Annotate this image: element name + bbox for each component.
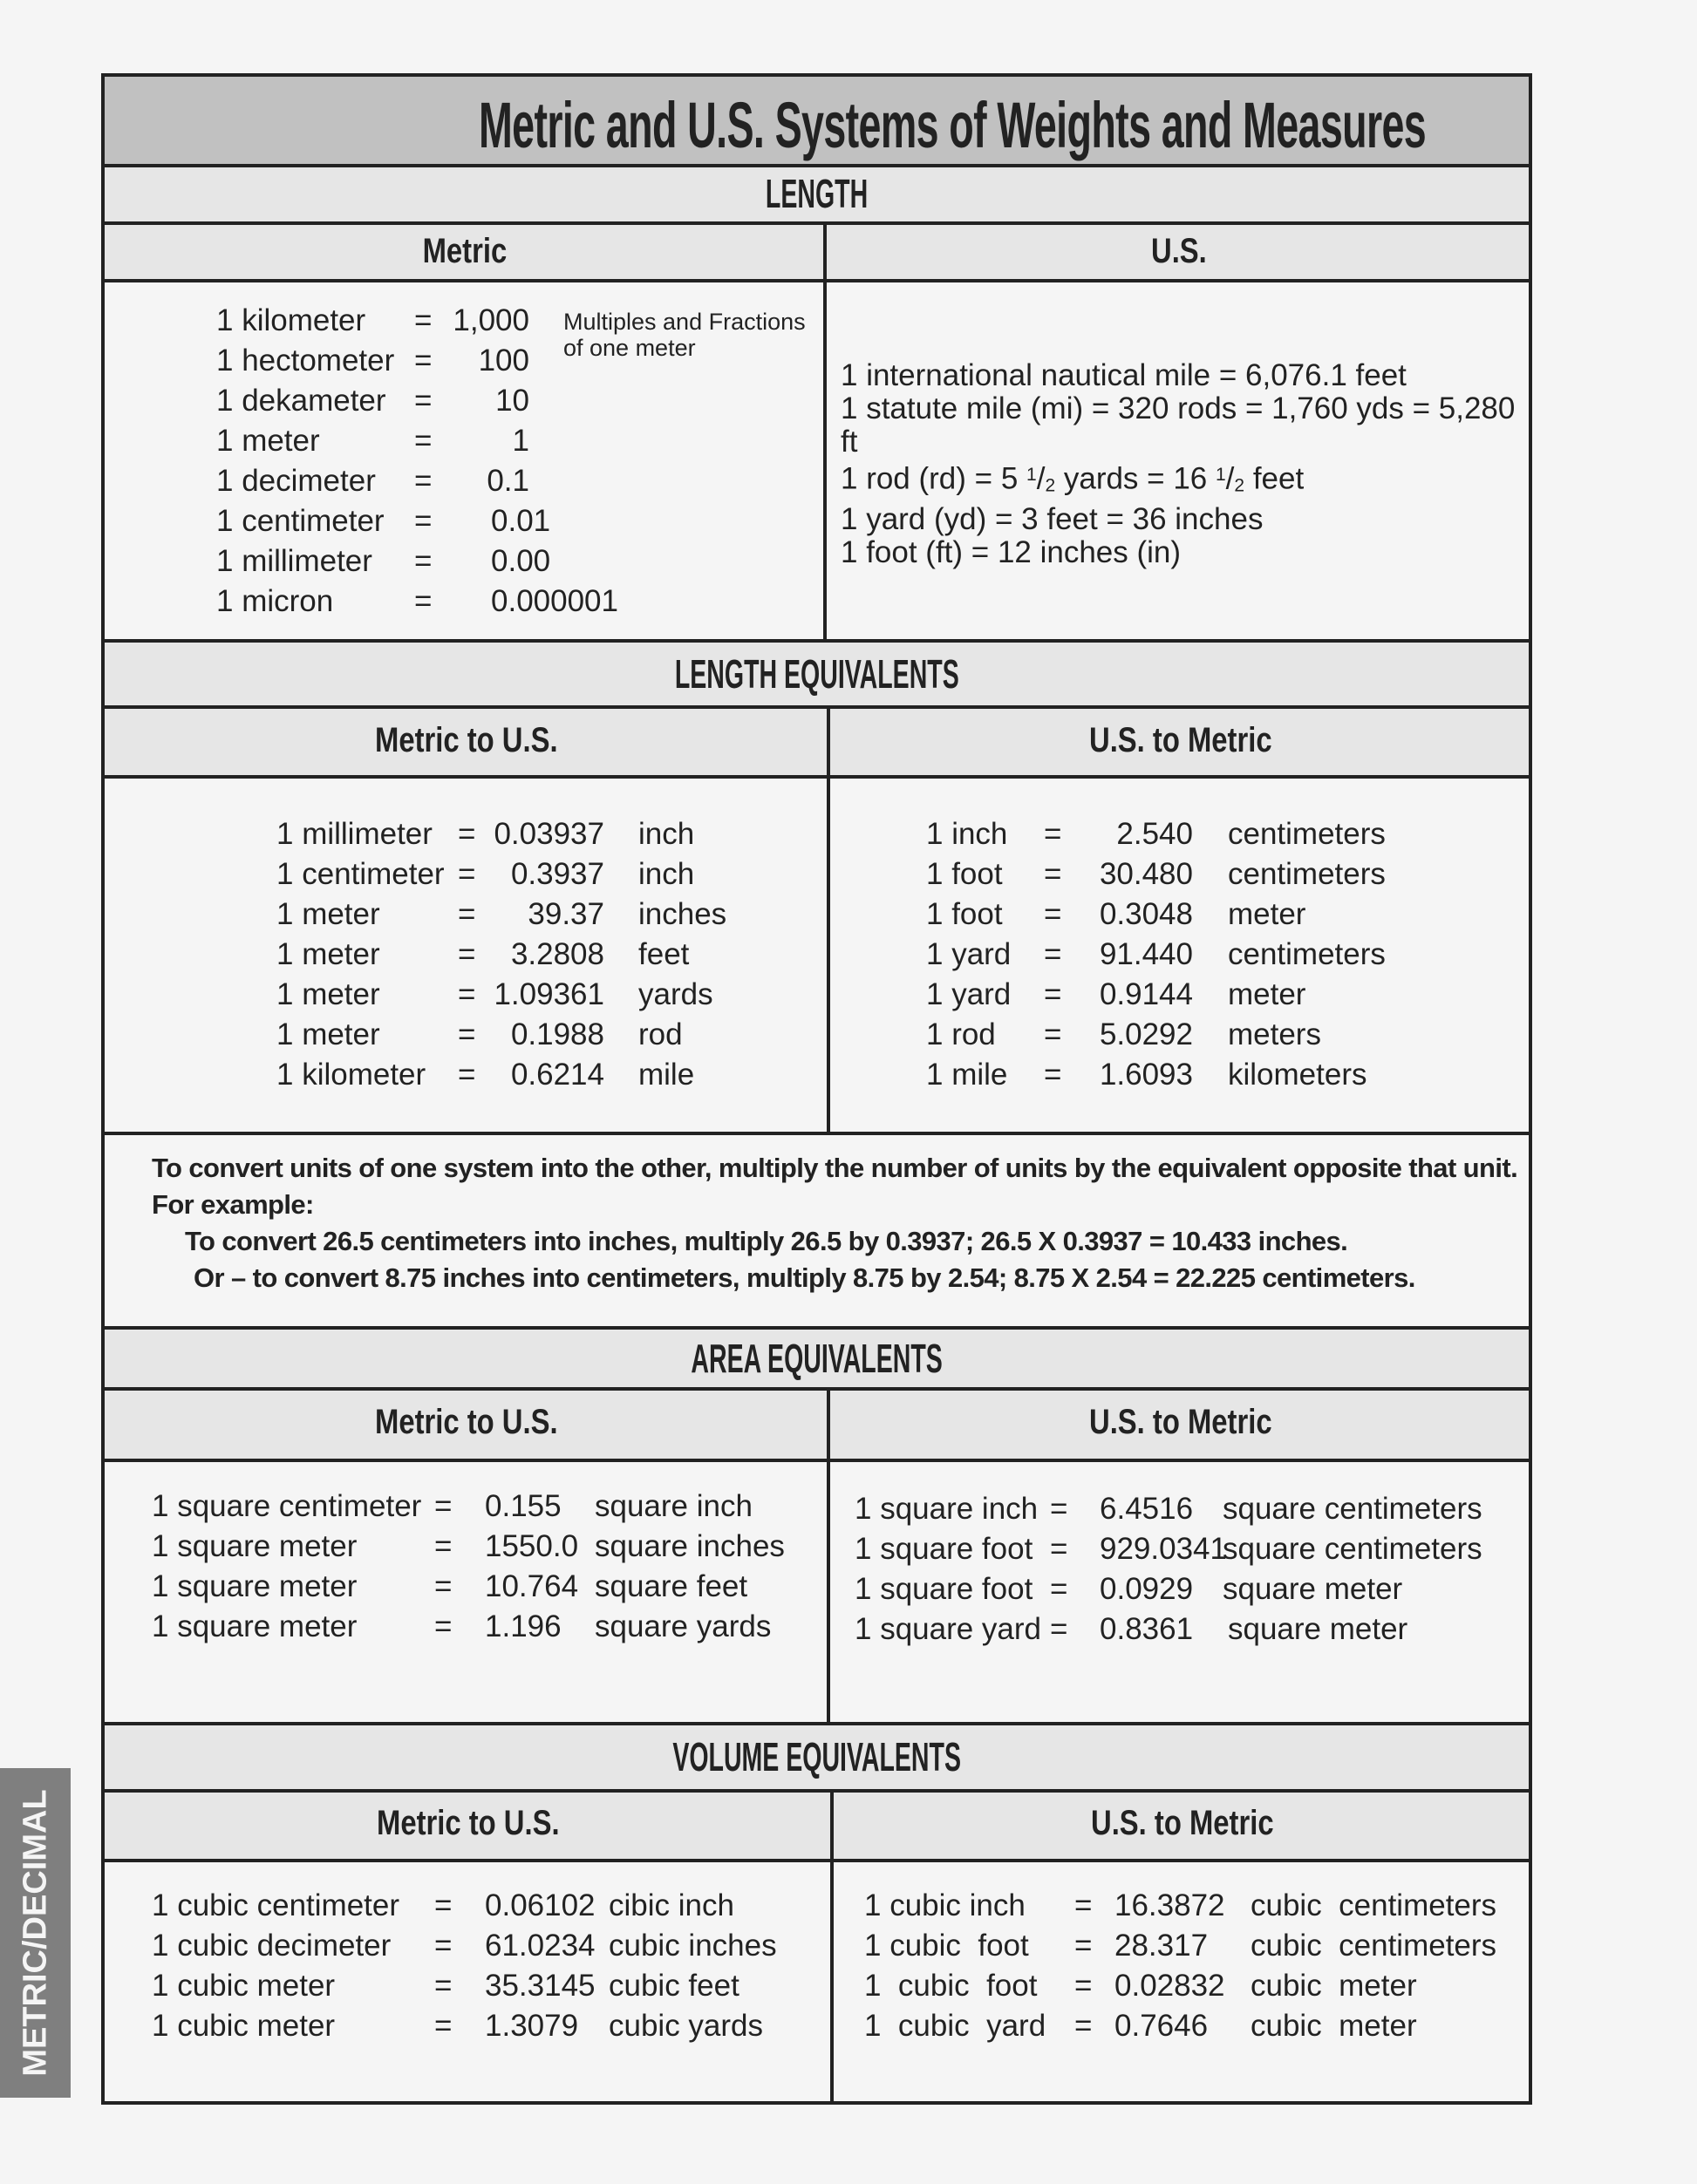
row-to: cubic inches bbox=[609, 1929, 777, 1963]
row-value: 28.317 bbox=[1114, 1929, 1209, 1963]
row-value: 1 bbox=[512, 424, 529, 458]
row-to: square meter bbox=[1228, 1612, 1408, 1646]
row-to: cubic centimeters bbox=[1251, 1888, 1497, 1922]
row-value: 10.764 bbox=[485, 1569, 579, 1603]
row-eq: = bbox=[414, 424, 433, 458]
row-eq: = bbox=[458, 817, 476, 851]
row-value: 61.0234 bbox=[485, 1929, 596, 1963]
note-line: To convert units of one system into the other, multiply the number of units by the equivalent opposite that unit. bbox=[152, 1153, 1518, 1183]
row-unit: 1 yard bbox=[926, 937, 1012, 971]
area-equivalents-column-headers bbox=[101, 1391, 1532, 1462]
side-tab-label: METRIC/DECIMAL bbox=[17, 1789, 53, 2077]
row-value: 0.155 bbox=[485, 1489, 562, 1523]
row-value: 16.3872 bbox=[1114, 1888, 1225, 1922]
row-unit: 1 meter bbox=[276, 977, 380, 1011]
us-length-row: 1 statute mile (mi) = 320 rods = 1,760 yds = 5,280 ft bbox=[841, 391, 1516, 459]
length-us-body bbox=[827, 282, 1529, 639]
row-value: 0.3048 bbox=[1099, 897, 1193, 931]
row-unit: 1 cubic foot bbox=[864, 1929, 1029, 1963]
row-unit: 1 kilometer bbox=[216, 303, 366, 337]
row-unit: 1 decimeter bbox=[216, 464, 376, 498]
row-unit: 1 millimeter bbox=[276, 817, 433, 851]
row-eq: = bbox=[414, 384, 433, 418]
metric-note: Multiples and Fractions of one meter bbox=[563, 309, 806, 361]
row-value: 0.7646 bbox=[1114, 2009, 1209, 2043]
row-to: mile bbox=[638, 1058, 695, 1092]
row-eq: = bbox=[1044, 1017, 1062, 1051]
row-value: 0.01 bbox=[491, 504, 551, 538]
row-eq: = bbox=[414, 504, 433, 538]
length-metric-body bbox=[105, 282, 823, 639]
volume-equivalents-column-headers bbox=[101, 1793, 1532, 1862]
row-to: cubic yards bbox=[609, 2009, 764, 2043]
row-value: 3.2808 bbox=[510, 937, 604, 971]
row-unit: 1 square foot bbox=[855, 1532, 1033, 1566]
row-eq: = bbox=[1044, 817, 1062, 851]
row-to: meter bbox=[1228, 977, 1306, 1011]
row-eq: = bbox=[1044, 977, 1062, 1011]
row-eq: = bbox=[1050, 1532, 1068, 1566]
row-eq: = bbox=[434, 1888, 453, 1922]
row-to: square inches bbox=[595, 1529, 785, 1563]
row-unit: 1 meter bbox=[276, 1017, 380, 1051]
row-value: 0.1 bbox=[487, 464, 529, 498]
row-to: inches bbox=[638, 897, 727, 931]
row-unit: 1 cubic centimeter bbox=[152, 1888, 400, 1922]
row-to: feet bbox=[638, 937, 690, 971]
column-header: Metric to U.S. bbox=[377, 1804, 560, 1842]
row-unit: 1 centimeter bbox=[276, 857, 445, 891]
row-to: cubic meter bbox=[1251, 1969, 1417, 2003]
section-heading: AREA EQUIVALENTS bbox=[691, 1336, 943, 1381]
row-unit: 1 yard bbox=[926, 977, 1012, 1011]
row-unit: 1 square meter bbox=[152, 1609, 358, 1643]
row-unit: 1 square centimeter bbox=[152, 1489, 422, 1523]
row-value: 1.6093 bbox=[1099, 1058, 1193, 1092]
row-value: 2.540 bbox=[1116, 817, 1193, 851]
column-header: U.S. to Metric bbox=[1088, 721, 1272, 759]
title-band bbox=[101, 73, 1532, 167]
row-eq: = bbox=[414, 464, 433, 498]
row-unit: 1 hectometer bbox=[216, 344, 395, 378]
row-to: cubic feet bbox=[609, 1969, 739, 2003]
us-length-row: 1 rod (rd) = 5 $^1/_2$ yards = 16 $^1/_2$ feet bbox=[841, 461, 1305, 496]
row-value: 0.000001 bbox=[491, 584, 618, 618]
row-unit: 1 millimeter bbox=[216, 544, 372, 578]
row-unit: 1 square foot bbox=[855, 1572, 1033, 1606]
row-value: 39.37 bbox=[528, 897, 604, 931]
row-unit: 1 mile bbox=[926, 1058, 1008, 1092]
row-unit: 1 kilometer bbox=[276, 1058, 426, 1092]
length-equivalents-right-body bbox=[830, 779, 1529, 1132]
row-to: rod bbox=[638, 1017, 683, 1051]
row-eq: = bbox=[434, 1569, 453, 1603]
row-unit: 1 micron bbox=[216, 584, 334, 618]
row-to: kilometers bbox=[1228, 1058, 1367, 1092]
row-value: 1.09361 bbox=[494, 977, 604, 1011]
section-heading: VOLUME EQUIVALENTS bbox=[672, 1734, 961, 1779]
row-value: 0.02832 bbox=[1114, 1969, 1225, 2003]
row-to: square feet bbox=[595, 1569, 748, 1603]
row-eq: = bbox=[414, 344, 433, 378]
section-heading: LENGTH bbox=[765, 171, 869, 216]
row-to: square meter bbox=[1223, 1572, 1403, 1606]
row-to: square centimeters bbox=[1223, 1532, 1482, 1566]
row-to: cibic inch bbox=[609, 1888, 734, 1922]
note-example: To convert 26.5 centimeters into inches, multiply 26.5 by 0.3937; 26.5 X 0.3937 = 10.433 inches. bbox=[185, 1226, 1348, 1256]
length-equivalents-column-headers bbox=[101, 709, 1532, 779]
row-eq: = bbox=[1050, 1572, 1068, 1606]
column-header: U.S. bbox=[1150, 232, 1207, 270]
row-value: 10 bbox=[495, 384, 529, 418]
row-eq: = bbox=[414, 544, 433, 578]
row-unit: 1 cubic inch bbox=[864, 1888, 1026, 1922]
row-to: square inch bbox=[595, 1489, 753, 1523]
column-header: Metric to U.S. bbox=[375, 721, 558, 759]
column-header: Metric to U.S. bbox=[375, 1403, 558, 1441]
note-example: Or – to convert 8.75 inches into centimeters, multiply 8.75 by 2.54; 8.75 X 2.54 = 22.225 centimeters. bbox=[194, 1262, 1415, 1293]
column-header: Metric bbox=[422, 232, 508, 270]
row-unit: 1 square yard bbox=[855, 1612, 1042, 1646]
area-right-body bbox=[830, 1462, 1529, 1724]
volume-right-body bbox=[834, 1862, 1529, 2101]
row-eq: = bbox=[434, 1489, 453, 1523]
us-length-row: 1 international nautical mile = 6,076.1 feet bbox=[841, 358, 1407, 392]
row-unit: 1 rod bbox=[926, 1017, 996, 1051]
conversion-note bbox=[105, 1135, 1529, 1328]
row-unit: 1 cubic yard bbox=[864, 2009, 1046, 2043]
row-to: square centimeters bbox=[1223, 1492, 1482, 1526]
section-area-equivalents-band bbox=[101, 1330, 1532, 1391]
row-to: inch bbox=[638, 817, 695, 851]
row-value: 0.9144 bbox=[1099, 977, 1193, 1011]
row-value: 1550.0 bbox=[485, 1529, 579, 1563]
row-unit: 1 inch bbox=[926, 817, 1008, 851]
row-eq: = bbox=[458, 857, 476, 891]
row-eq: = bbox=[434, 1929, 453, 1963]
row-unit: 1 foot bbox=[926, 857, 1003, 891]
row-unit: 1 cubic meter bbox=[152, 1969, 336, 2003]
volume-left-body bbox=[105, 1862, 830, 2101]
row-eq: = bbox=[458, 937, 476, 971]
row-value: 100 bbox=[478, 344, 529, 378]
row-value: 0.06102 bbox=[485, 1888, 596, 1922]
row-eq: = bbox=[458, 897, 476, 931]
row-unit: 1 centimeter bbox=[216, 504, 385, 538]
row-value: 0.1988 bbox=[510, 1017, 604, 1051]
length-equivalents-left-body bbox=[105, 779, 827, 1132]
row-eq: = bbox=[458, 977, 476, 1011]
row-unit: 1 foot bbox=[926, 897, 1003, 931]
row-to: meters bbox=[1228, 1017, 1321, 1051]
row-eq: = bbox=[1044, 857, 1062, 891]
row-to: yards bbox=[638, 977, 713, 1011]
row-value: 6.4516 bbox=[1100, 1492, 1194, 1526]
row-value: 35.3145 bbox=[485, 1969, 596, 2003]
row-value: 1.3079 bbox=[485, 2009, 579, 2043]
column-header: U.S. to Metric bbox=[1088, 1403, 1272, 1441]
length-column-headers bbox=[101, 225, 1532, 282]
row-unit: 1 dekameter bbox=[216, 384, 386, 418]
page-title: Metric and U.S. Systems of Weights and Measures bbox=[478, 89, 1427, 161]
row-eq: = bbox=[458, 1058, 476, 1092]
row-eq: = bbox=[1044, 1058, 1062, 1092]
us-length-row: 1 yard (yd) = 3 feet = 36 inches bbox=[841, 501, 1264, 536]
row-value: 0.00 bbox=[491, 544, 551, 578]
row-value: 0.0929 bbox=[1100, 1572, 1194, 1606]
row-to: centimeters bbox=[1228, 857, 1386, 891]
row-value: 929.0341 bbox=[1100, 1532, 1227, 1566]
row-unit: 1 cubic foot bbox=[864, 1969, 1038, 2003]
row-value: 0.6214 bbox=[510, 1058, 604, 1092]
row-unit: 1 meter bbox=[276, 937, 380, 971]
column-header: U.S. to Metric bbox=[1090, 1804, 1274, 1842]
row-eq: = bbox=[1074, 1929, 1093, 1963]
row-unit: 1 square meter bbox=[152, 1529, 358, 1563]
area-left-body bbox=[105, 1462, 827, 1724]
row-eq: = bbox=[414, 303, 433, 337]
row-eq: = bbox=[434, 1529, 453, 1563]
row-value: 91.440 bbox=[1099, 937, 1193, 971]
row-unit: 1 cubic meter bbox=[152, 2009, 336, 2043]
row-unit: 1 square inch bbox=[855, 1492, 1039, 1526]
row-to: cubic meter bbox=[1251, 2009, 1417, 2043]
row-eq: = bbox=[1050, 1612, 1068, 1646]
row-value: 1,000 bbox=[453, 303, 529, 337]
row-eq: = bbox=[1074, 2009, 1093, 2043]
row-eq: = bbox=[458, 1017, 476, 1051]
row-to: meter bbox=[1228, 897, 1306, 931]
note-line: For example: bbox=[152, 1189, 314, 1220]
side-tab bbox=[0, 1768, 71, 2098]
section-heading: LENGTH EQUIVALENTS bbox=[674, 651, 959, 697]
row-eq: = bbox=[434, 1969, 453, 2003]
row-eq: = bbox=[1074, 1888, 1093, 1922]
row-to: inch bbox=[638, 857, 695, 891]
row-value: 0.03937 bbox=[494, 817, 604, 851]
section-length-equivalents-band bbox=[101, 643, 1532, 709]
row-value: 0.8361 bbox=[1100, 1612, 1194, 1646]
row-eq: = bbox=[434, 2009, 453, 2043]
row-to: centimeters bbox=[1228, 817, 1386, 851]
us-length-row: 1 foot (ft) = 12 inches (in) bbox=[841, 534, 1182, 569]
section-volume-equivalents-band bbox=[101, 1725, 1532, 1793]
row-eq: = bbox=[1050, 1492, 1068, 1526]
row-unit: 1 meter bbox=[216, 424, 320, 458]
row-to: centimeters bbox=[1228, 937, 1386, 971]
row-eq: = bbox=[434, 1609, 453, 1643]
row-value: 1.196 bbox=[485, 1609, 562, 1643]
row-to: cubic centimeters bbox=[1251, 1929, 1497, 1963]
row-value: 0.3937 bbox=[510, 857, 604, 891]
row-unit: 1 meter bbox=[276, 897, 380, 931]
row-to: square yards bbox=[595, 1609, 772, 1643]
section-length-band bbox=[101, 167, 1532, 225]
row-unit: 1 square meter bbox=[152, 1569, 358, 1603]
row-unit: 1 cubic decimeter bbox=[152, 1929, 392, 1963]
row-eq: = bbox=[414, 584, 433, 618]
row-value: 5.0292 bbox=[1099, 1017, 1193, 1051]
row-eq: = bbox=[1074, 1969, 1093, 2003]
row-eq: = bbox=[1044, 937, 1062, 971]
row-eq: = bbox=[1044, 897, 1062, 931]
row-value: 30.480 bbox=[1099, 857, 1193, 891]
